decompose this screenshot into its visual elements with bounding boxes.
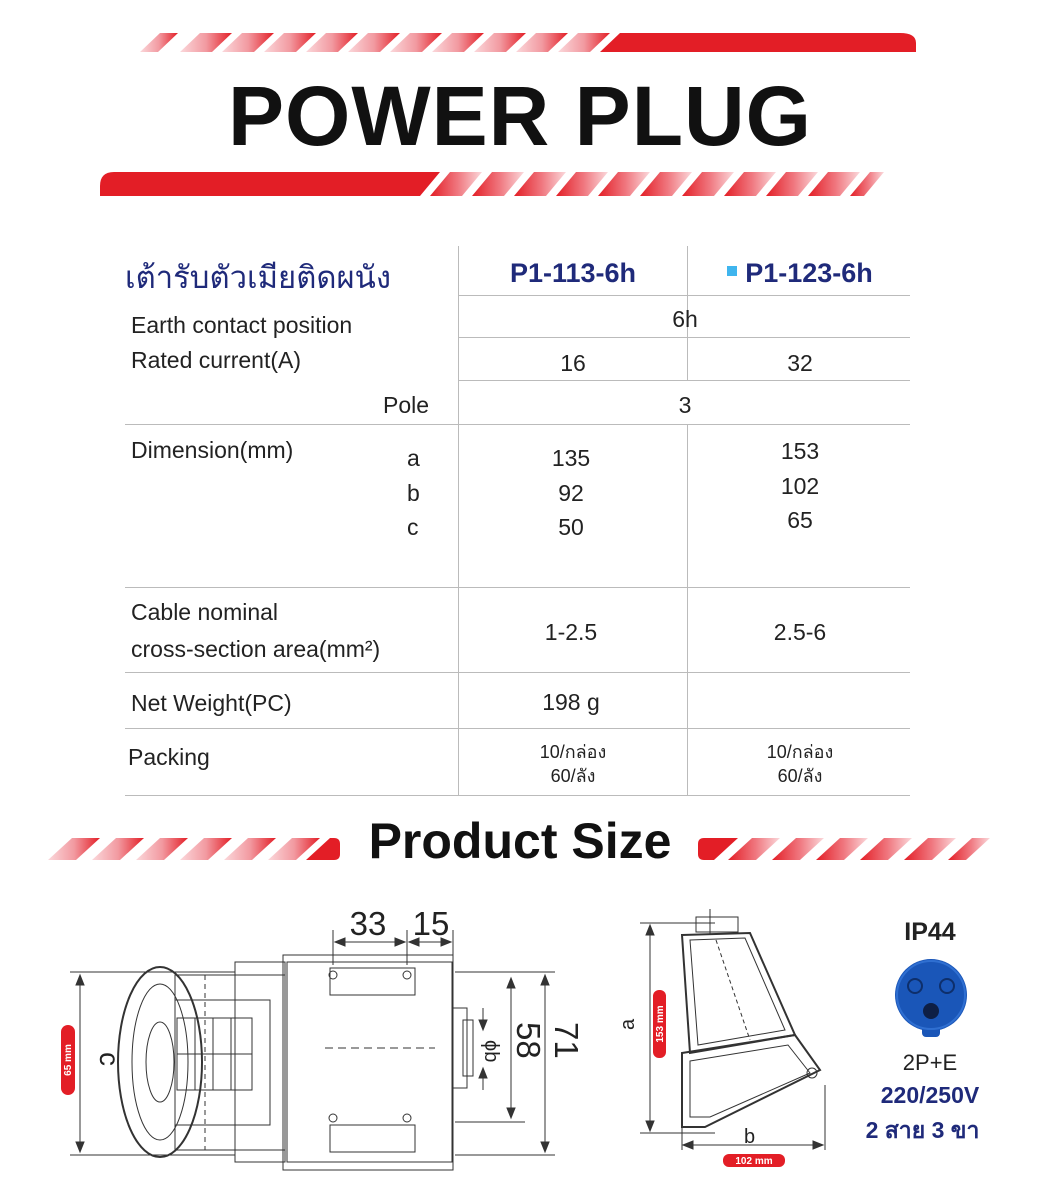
page-title: POWER PLUG (227, 69, 812, 163)
pole-config: 2P+E (902, 1050, 958, 1075)
table-heading-thai: เต้ารับตัวเมียติดผนัง (125, 260, 391, 295)
cable-value-1: 1-2.5 (544, 619, 598, 645)
rated-current-1: 16 (560, 350, 586, 376)
wire-config: 2 สาย 3 ขา (865, 1117, 980, 1143)
voltage-rating: 220/250V (880, 1082, 980, 1108)
profile-view-drawing (617, 905, 845, 1175)
packing-label: Packing (128, 744, 210, 770)
rated-current-2: 32 (787, 350, 813, 376)
pole-value: 3 (678, 392, 692, 418)
ip-rating: IP44 (904, 918, 956, 946)
socket-face-icon (886, 955, 976, 1045)
dimensions-model-2: 153 102 65 (780, 438, 820, 533)
rated-current-label: Rated current(A) (131, 347, 302, 373)
side-view-drawing (55, 900, 595, 1175)
earth-contact-value: 6h (672, 306, 698, 332)
pole-label: Pole (383, 392, 430, 418)
svg-text:153 mm: 153 mm (655, 1005, 666, 1043)
model-1-heading: P1-113-6h (509, 258, 637, 288)
dim-c: c (94, 1052, 125, 1066)
net-weight-value: 198 g (542, 689, 600, 715)
dim-15: 15 (412, 905, 450, 942)
blue-square-marker (727, 266, 737, 276)
dimension-letters: a b c (407, 445, 420, 540)
dim-b: b (744, 1126, 756, 1148)
cable-label-line1: Cable nominal (131, 599, 279, 625)
packing-model-2: 10/กล่อง 60/ลัง (766, 742, 834, 786)
product-size-title: Product Size (368, 813, 672, 869)
dimension-label: Dimension(mm) (131, 437, 294, 463)
dim-a: a (617, 1018, 639, 1030)
model-2-heading: P1-123-6h (690, 258, 910, 289)
earth-contact-label: Earth contact position (131, 312, 353, 338)
packing-model-1: 10/กล่อง 60/ลัง (539, 742, 607, 786)
dimensions-model-1: 135 92 50 (551, 445, 591, 540)
dim-phi-b: ϕb (480, 1040, 502, 1063)
dim-58: 58 (510, 1022, 547, 1059)
dim-71: 71 (548, 1022, 585, 1059)
net-weight-label: Net Weight(PC) (131, 690, 292, 716)
svg-text:102 mm: 102 mm (735, 1156, 773, 1167)
dim-33: 33 (349, 905, 387, 942)
svg-text:65 mm: 65 mm (63, 1044, 74, 1076)
cable-label-line2: cross-section area(mm²) (131, 636, 381, 662)
cable-value-2: 2.5-6 (773, 619, 827, 645)
